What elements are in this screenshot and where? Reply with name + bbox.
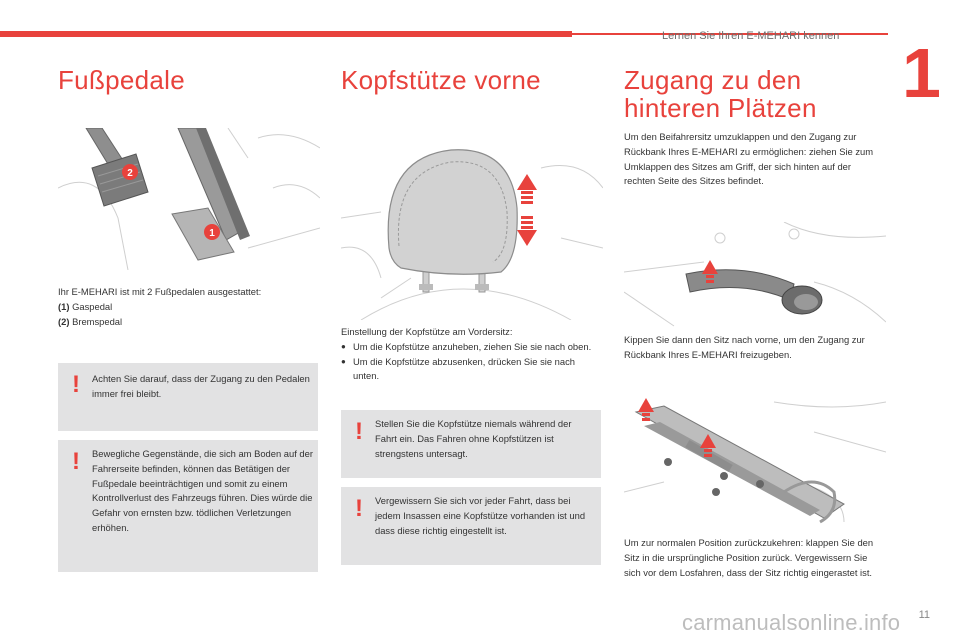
warning-icon: ! (355, 495, 363, 522)
headrest-bullet-list (341, 340, 603, 384)
chapter-number: 1 (902, 34, 941, 112)
warning-icon: ! (355, 418, 363, 445)
heading-zugang-line1: Zugang zu den (624, 65, 802, 95)
heading-fusspedale: Fußpedale (58, 65, 185, 95)
headrest-bullet-up: ● Um die Kopfstütze anzuheben, ziehen Sie sie nach oben. (341, 340, 603, 355)
header-accent-bar (0, 31, 572, 37)
headrest-warning-2-text: Vergewissern Sie sich vor jeder Fahrt, dass bei jedem Insassen eine Kopfstütze vorhanden ist und dass diese richtig eingestellt ist. (375, 495, 586, 536)
seat-tilt-illustration (624, 392, 886, 534)
zugang-para-3: Um zur normalen Position zurückzukehren: klappen Sie den Sitz in die ursprüngliche Position zurück. Vergewissern Sie sich vor dem Losfahren, dass der Sitz richtig eingerastet ist. (624, 537, 874, 578)
pedal-item-2-label: Bremspedal (72, 315, 123, 327)
pedal-label-2: 2 (127, 168, 133, 179)
pedal-item-2 (58, 315, 320, 330)
warning-icon: ! (72, 371, 80, 398)
section-kopfstuetze (341, 60, 603, 94)
pedal-item-1-num: (1) (58, 300, 70, 312)
heading-zugang-line2: hinteren Plätzen (624, 93, 817, 123)
pedal-label-1: 1 (209, 228, 215, 239)
headrest-warning-1 (341, 410, 601, 478)
watermark: carmanualsonline.info (682, 610, 901, 635)
seat-tilt-drawing (624, 392, 886, 534)
headrest-description (341, 325, 603, 384)
headrest-warning-2 (341, 487, 601, 565)
pedals-warning-1 (58, 363, 318, 431)
seat-handle-drawing (624, 222, 886, 328)
warning-icon: ! (72, 448, 80, 475)
headrest-bullet-down: ● Um die Kopfstütze abzusenken, drücken Sie sie nach unten. (341, 355, 603, 385)
headrest-down-arrow (517, 216, 537, 246)
section-fusspedale (58, 60, 320, 94)
headrest-up-arrow (517, 174, 537, 204)
pedals-illustration (58, 128, 320, 270)
pedals-warning-1-text: Achten Sie darauf, dass der Zugang zu den Pedalen immer frei bleibt. (92, 373, 310, 399)
pedal-item-1-label: Gaspedal (72, 300, 113, 312)
pedals-drawing (58, 128, 320, 270)
pedals-intro: Ihr E-MEHARI ist mit 2 Fußpedalen ausgestattet: (58, 286, 262, 297)
seat-handle-illustration (624, 222, 886, 328)
pedal-item-1 (58, 300, 320, 315)
headrest-drawing (341, 128, 603, 320)
pedal-item-2-num: (2) (58, 315, 70, 327)
heading-kopfstuetze: Kopfstütze vorne (341, 65, 541, 95)
headrest-illustration (341, 128, 603, 320)
heading-zugang (624, 66, 886, 122)
pedals-warning-2 (58, 440, 318, 572)
page-number: 11 (918, 609, 930, 621)
pedals-description (58, 285, 320, 329)
section-zugang (624, 60, 886, 122)
zugang-para-2: Kippen Sie dann den Sitz nach vorne, um den Zugang zur Rückbank Ihres E-MEHARI freizugeben. (624, 334, 865, 360)
headrest-warning-1-text: Stellen Sie die Kopfstütze niemals während der Fahrt ein. Das Fahren ohne Kopfstützen ist strengstens untersagt. (375, 418, 572, 459)
pedals-warning-2-text: Bewegliche Gegenstände, die sich am Boden auf der Fahrerseite befinden, können das Betätigen der Fußpedale beeinträchtigen und somit zu einem Kontrollverlust des Fahrzeugs führen. Dies würde die Gefahr von ernsten bzw. tödlichen Verletzungen erhöhen. (92, 448, 313, 533)
zugang-para-1: Um den Beifahrersitz umzuklappen und den Zugang zur Rückbank Ihres E-MEHARI zu ermöglichen: ziehen Sie zum Umklappen des Sitzes am Griff, der sich hinten auf der rechten Seite des Sitzes befindet. (624, 131, 874, 187)
headrest-intro: Einstellung der Kopfstütze am Vordersitz: (341, 326, 513, 337)
chapter-title: Lernen Sie Ihren E-MEHARI kennen (662, 30, 840, 42)
